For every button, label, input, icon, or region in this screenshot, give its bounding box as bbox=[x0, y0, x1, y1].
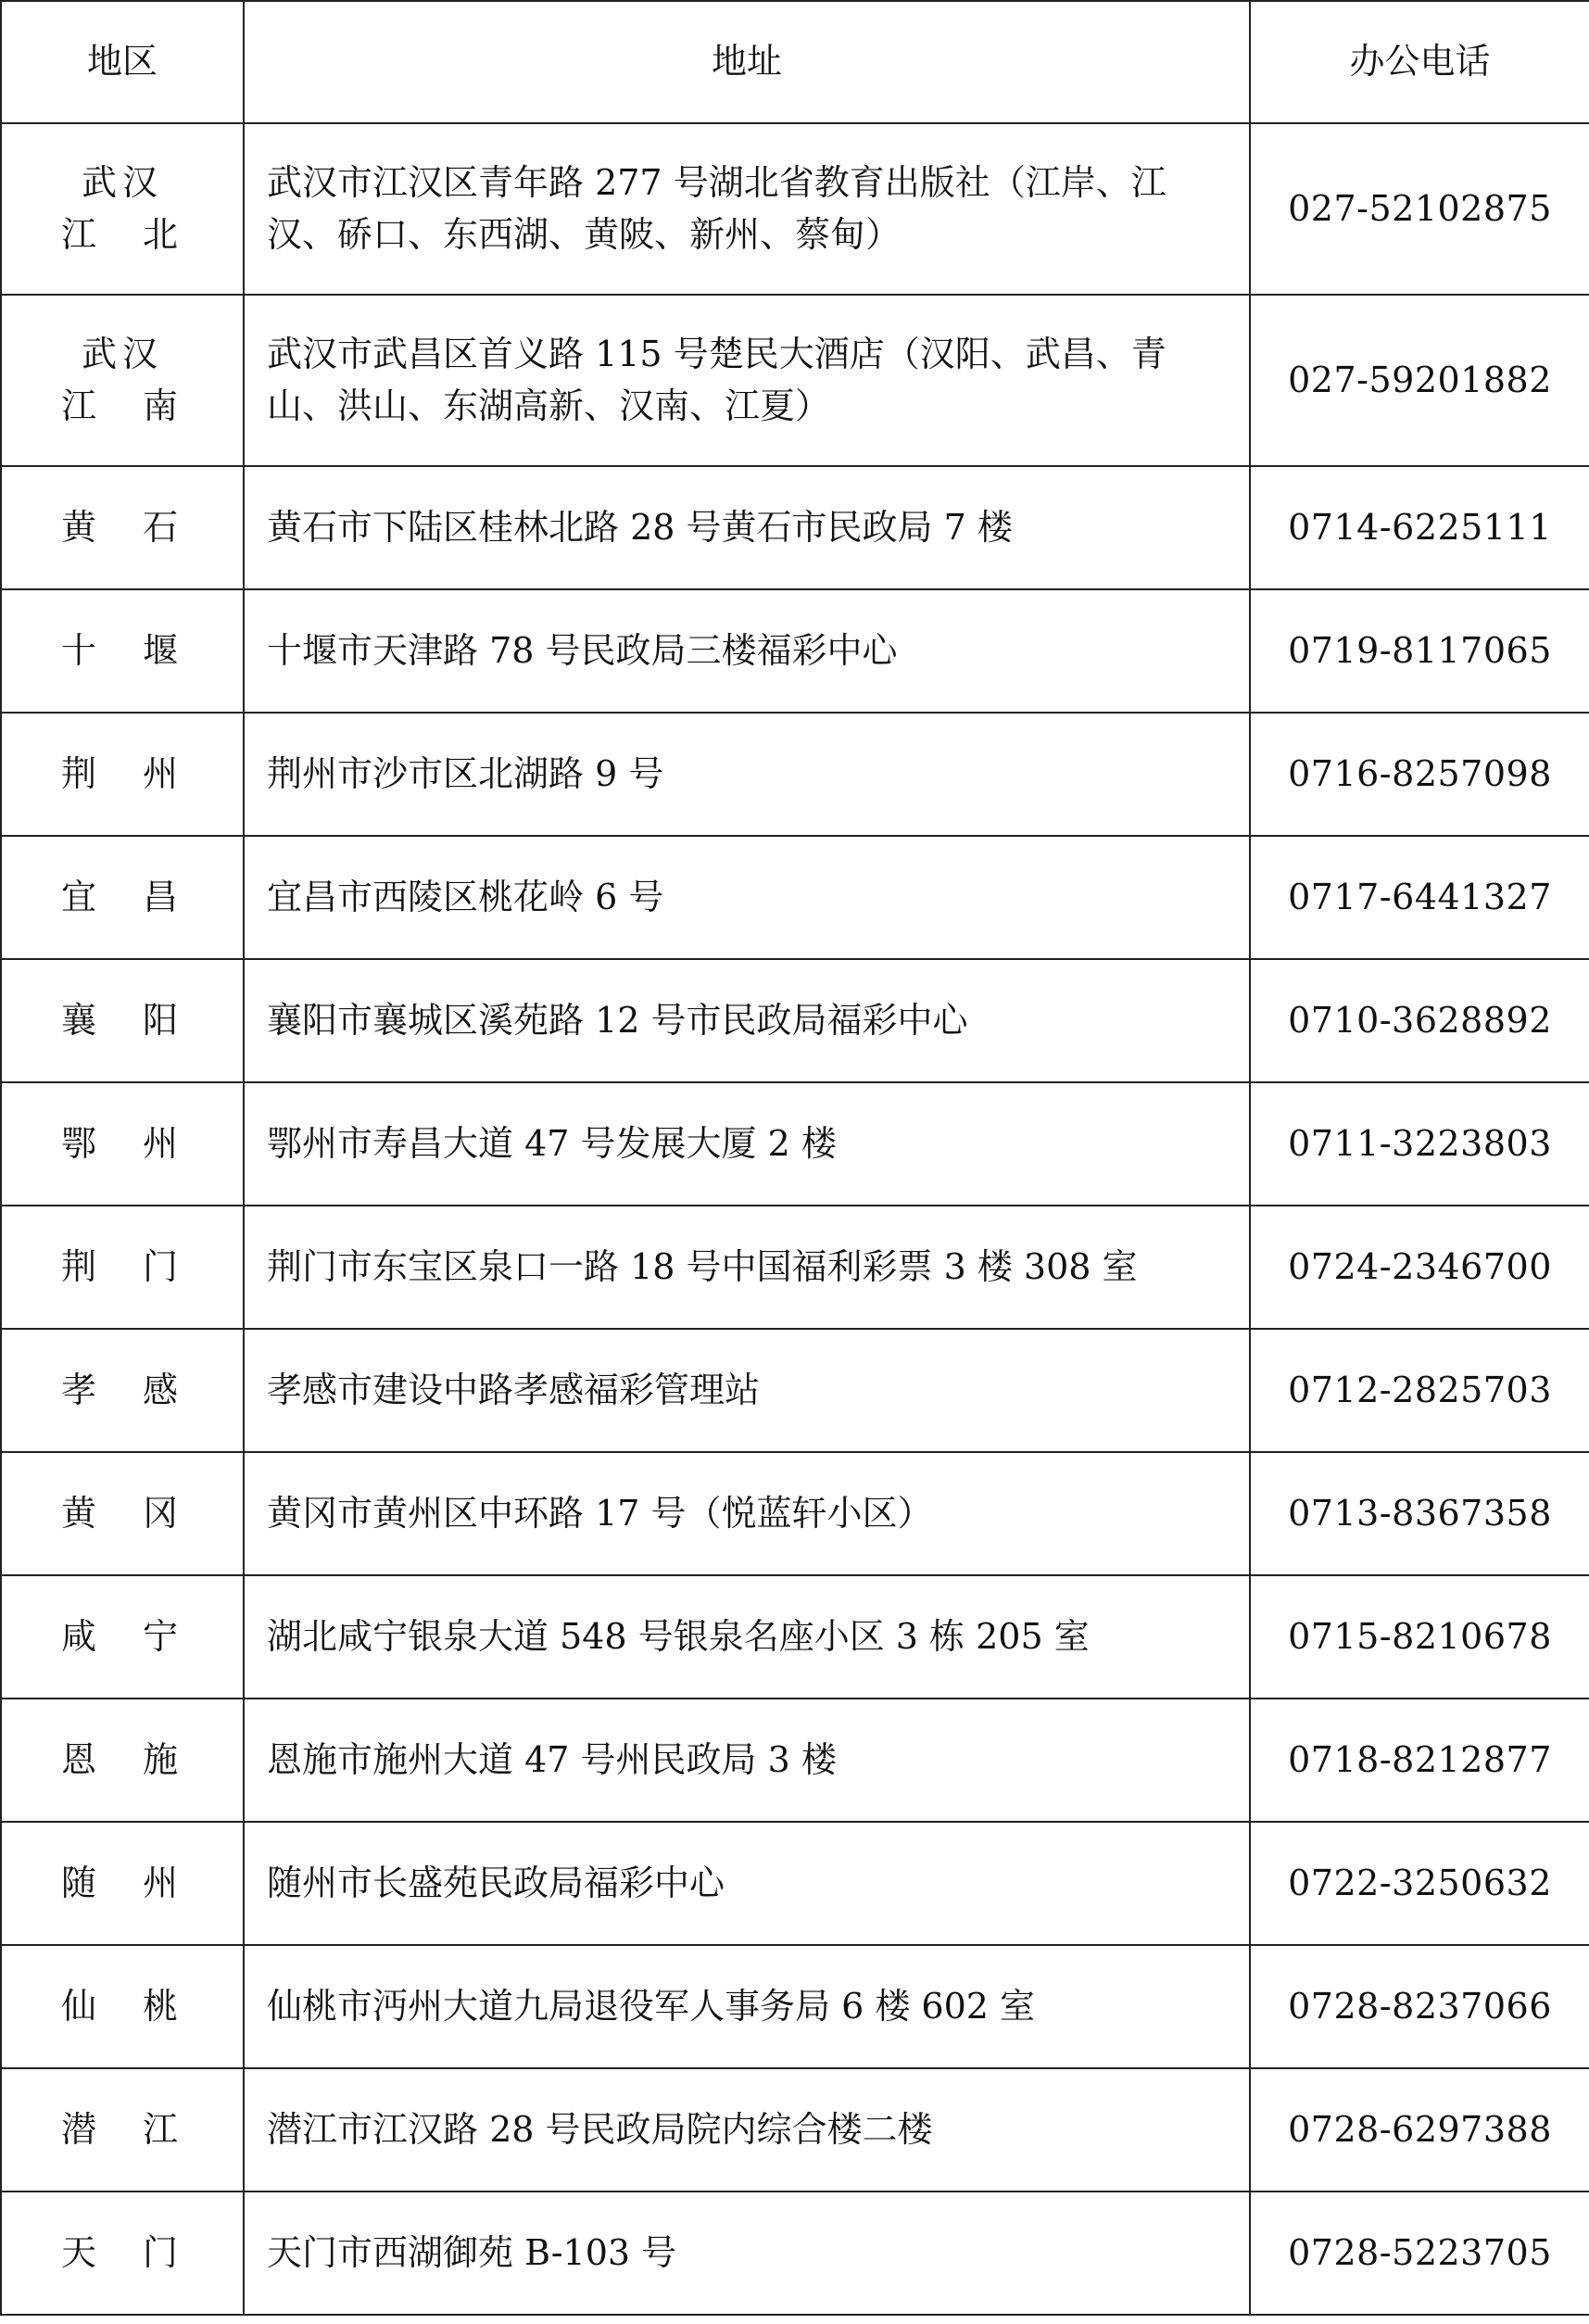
phone-cell: 027-59201882 bbox=[1250, 295, 1589, 466]
phone-cell: 0711-3223803 bbox=[1250, 1082, 1589, 1206]
region-line: 江 北 bbox=[60, 213, 183, 255]
table-row bbox=[1, 1575, 1589, 1699]
region-line: 江 南 bbox=[60, 385, 183, 426]
region-cell: 天 门 bbox=[1, 2191, 244, 2315]
column-header-region: 地区 bbox=[1, 1, 244, 123]
phone-cell: 0717-6441327 bbox=[1250, 836, 1589, 959]
header-row bbox=[1, 1, 1589, 123]
address-cell: 十堰市天津路 78 号民政局三楼福彩中心 bbox=[244, 589, 1250, 713]
address-cell: 随州市长盛苑民政局福彩中心 bbox=[244, 1822, 1250, 1945]
region-cell: 十 堰 bbox=[1, 589, 244, 713]
table-row bbox=[1, 1329, 1589, 1452]
address-cell: 武汉市武昌区首义路 115 号楚民大酒店（汉阳、武昌、青山、洪山、东湖高新、汉南、江夏） bbox=[244, 295, 1250, 466]
region-cell: 仙 桃 bbox=[1, 1945, 244, 2068]
table-row bbox=[1, 959, 1589, 1082]
address-cell: 潜江市江汉路 28 号民政局院内综合楼二楼 bbox=[244, 2068, 1250, 2191]
address-cell: 宜昌市西陵区桃花岭 6 号 bbox=[244, 836, 1250, 959]
phone-cell: 0728-6297388 bbox=[1250, 2068, 1589, 2191]
phone-cell: 0713-8367358 bbox=[1250, 1452, 1589, 1575]
address-cell: 武汉市江汉区青年路 277 号湖北省教育出版社（江岸、江汉、硚口、东西湖、黄陂、新州、蔡甸） bbox=[244, 123, 1250, 295]
region-cell: 恩 施 bbox=[1, 1699, 244, 1822]
address-cell: 荆州市沙市区北湖路 9 号 bbox=[244, 713, 1250, 836]
region-cell bbox=[1, 123, 244, 295]
phone-cell: 0712-2825703 bbox=[1250, 1329, 1589, 1452]
region-cell: 襄 阳 bbox=[1, 959, 244, 1082]
table-row bbox=[1, 589, 1589, 713]
region-cell: 宜 昌 bbox=[1, 836, 244, 959]
table-row bbox=[1, 1082, 1589, 1206]
table-row bbox=[1, 466, 1589, 589]
table-row bbox=[1, 1945, 1589, 2068]
address-cell: 仙桃市沔州大道九局退役军人事务局 6 楼 602 室 bbox=[244, 1945, 1250, 2068]
phone-cell: 0722-3250632 bbox=[1250, 1822, 1589, 1945]
column-header-phone: 办公电话 bbox=[1250, 1, 1589, 123]
address-cell: 天门市西湖御苑 B-103 号 bbox=[244, 2191, 1250, 2315]
region-cell: 孝 感 bbox=[1, 1329, 244, 1452]
phone-cell: 0718-8212877 bbox=[1250, 1699, 1589, 1822]
table-row bbox=[1, 123, 1589, 295]
phone-cell: 0715-8210678 bbox=[1250, 1575, 1589, 1699]
region-cell: 潜 江 bbox=[1, 2068, 244, 2191]
region-cell bbox=[1, 295, 244, 466]
address-cell: 鄂州市寿昌大道 47 号发展大厦 2 楼 bbox=[244, 1082, 1250, 1206]
region-cell: 鄂 州 bbox=[1, 1082, 244, 1206]
address-cell: 黄石市下陆区桂林北路 28 号黄石市民政局 7 楼 bbox=[244, 466, 1250, 589]
phone-cell: 0728-5223705 bbox=[1250, 2191, 1589, 2315]
region-line: 武汉 bbox=[81, 334, 163, 375]
table-row bbox=[1, 713, 1589, 836]
table-row bbox=[1, 1822, 1589, 1945]
address-cell: 荆门市东宝区泉口一路 18 号中国福利彩票 3 楼 308 室 bbox=[244, 1206, 1250, 1329]
region-cell: 随 州 bbox=[1, 1822, 244, 1945]
table-row bbox=[1, 836, 1589, 959]
phone-cell: 027-52102875 bbox=[1250, 123, 1589, 295]
table-row bbox=[1, 1452, 1589, 1575]
phone-cell: 0716-8257098 bbox=[1250, 713, 1589, 836]
phone-cell: 0719-8117065 bbox=[1250, 589, 1589, 713]
region-cell: 黄 石 bbox=[1, 466, 244, 589]
phone-cell: 0714-6225111 bbox=[1250, 466, 1589, 589]
table-row bbox=[1, 2068, 1589, 2191]
address-cell: 湖北咸宁银泉大道 548 号银泉名座小区 3 栋 205 室 bbox=[244, 1575, 1250, 1699]
table-row bbox=[1, 2191, 1589, 2315]
phone-cell: 0710-3628892 bbox=[1250, 959, 1589, 1082]
address-cell: 襄阳市襄城区溪苑路 12 号市民政局福彩中心 bbox=[244, 959, 1250, 1082]
table-row bbox=[1, 295, 1589, 466]
table-row bbox=[1, 1699, 1589, 1822]
column-header-address: 地址 bbox=[244, 1, 1250, 123]
region-cell: 荆 门 bbox=[1, 1206, 244, 1329]
phone-cell: 0724-2346700 bbox=[1250, 1206, 1589, 1329]
region-cell: 黄 冈 bbox=[1, 1452, 244, 1575]
region-cell: 咸 宁 bbox=[1, 1575, 244, 1699]
address-cell: 黄冈市黄州区中环路 17 号（悦蓝轩小区） bbox=[244, 1452, 1250, 1575]
address-cell: 恩施市施州大道 47 号州民政局 3 楼 bbox=[244, 1699, 1250, 1822]
region-cell: 荆 州 bbox=[1, 713, 244, 836]
address-cell: 孝感市建设中路孝感福彩管理站 bbox=[244, 1329, 1250, 1452]
table-row bbox=[1, 1206, 1589, 1329]
region-line: 武汉 bbox=[81, 162, 163, 204]
phone-cell: 0728-8237066 bbox=[1250, 1945, 1589, 2068]
